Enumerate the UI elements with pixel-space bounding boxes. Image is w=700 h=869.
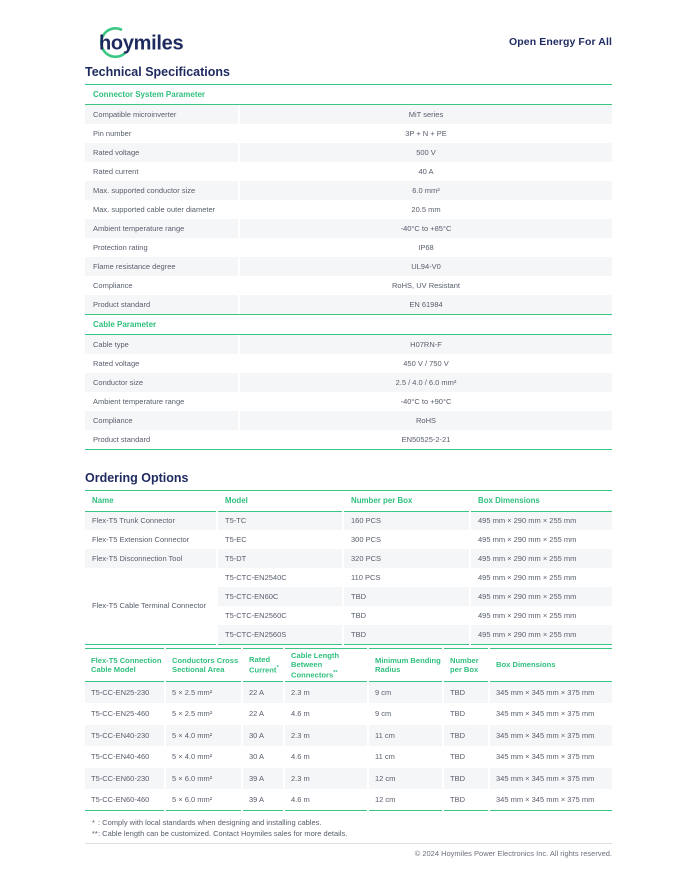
cell-number: TBD xyxy=(443,789,489,811)
footnote-ref: * xyxy=(276,665,279,671)
table-row xyxy=(85,768,612,790)
spec-row xyxy=(85,200,612,219)
cell-radius: 9 cm xyxy=(368,682,443,704)
cell-radius: 11 cm xyxy=(368,746,443,768)
table-header-row xyxy=(85,648,612,682)
cell-length: 2.3 m xyxy=(284,725,368,747)
column-header: Number per Box xyxy=(343,491,470,511)
table-header-row xyxy=(85,491,612,511)
spec-row xyxy=(85,143,612,162)
spec-value: MiT series xyxy=(240,105,612,124)
cell-name: Flex-T5 Trunk Connector xyxy=(85,511,217,530)
spec-value: 2.5 / 4.0 / 6.0 mm² xyxy=(240,373,612,392)
table-row xyxy=(85,682,612,704)
footnote xyxy=(85,828,612,839)
cell-dimensions: 495 mm × 290 mm × 255 mm xyxy=(478,573,577,582)
cell-model: T5-CC-EN40-460 xyxy=(85,746,165,768)
footnote-text: : Cable length can be customized. Contact Hoymiles sales for more details. xyxy=(98,829,348,839)
ordering-options-title: Ordering Options xyxy=(85,471,189,485)
cell-radius: 9 cm xyxy=(368,703,443,725)
brand-tagline: Open Energy For All xyxy=(508,35,612,48)
column-header: Minimum Bending Radius xyxy=(368,648,443,682)
cell-number: 110 PCS xyxy=(343,568,470,587)
logo-text: hoymiles xyxy=(99,32,184,54)
cell-number: TBD xyxy=(443,725,489,747)
cell-number: TBD xyxy=(343,606,470,625)
spec-label: Conductor size xyxy=(85,373,238,392)
cell-conductors: 5 × 6.0 mm² xyxy=(165,789,242,811)
cell-dimensions: 345 mm × 345 mm × 375 mm xyxy=(489,682,612,704)
spec-label: Rated voltage xyxy=(93,359,140,368)
footer-divider xyxy=(85,843,612,844)
spec-label: Compliance xyxy=(85,411,238,430)
cell-dimensions: 345 mm × 345 mm × 375 mm xyxy=(496,752,595,762)
spec-label: Max. supported cable outer diameter xyxy=(93,205,216,214)
spec-row xyxy=(85,238,612,257)
spec-value: EN 61984 xyxy=(240,295,612,314)
spec-row xyxy=(85,105,612,124)
footnotes xyxy=(85,817,612,839)
spec-label: Flame resistance degree xyxy=(85,257,238,276)
copyright-text: © 2024 Hoymiles Power Electronics Inc. All rights reserved. xyxy=(414,849,612,859)
cell-model: T5-TC xyxy=(217,511,343,530)
hoymiles-logo xyxy=(85,26,195,58)
cell-number: 300 PCS xyxy=(343,530,470,549)
table-row xyxy=(85,746,612,768)
cell-model: T5-CC-EN25-460 xyxy=(85,703,165,725)
cell-number: TBD xyxy=(343,587,470,606)
cell-dimensions: 345 mm × 345 mm × 375 mm xyxy=(489,768,612,790)
spec-value: 20.5 mm xyxy=(411,205,441,214)
ordering-table-connectors xyxy=(85,491,612,645)
cell-number: TBD xyxy=(443,703,489,725)
cell-length: 2.3 m xyxy=(284,768,368,790)
cell-merged-name: Flex-T5 Cable Terminal Connector xyxy=(85,568,217,644)
spec-label: Ambient temperature range xyxy=(85,219,238,238)
spec-value: RoHS, UV Resistant xyxy=(392,281,460,290)
cell-length: 4.6 m xyxy=(284,746,368,768)
cell-model: T5-CTC-EN60C xyxy=(217,587,343,606)
cell-name: Flex-T5 Disconnection Tool xyxy=(85,549,217,568)
cell-current: 22 A xyxy=(242,682,284,704)
column-header: Conductors Cross Sectional Area xyxy=(165,648,242,682)
cell-dimensions: 345 mm × 345 mm × 375 mm xyxy=(489,725,612,747)
spec-value: 450 V / 750 V xyxy=(403,359,449,368)
cell-dimensions: 495 mm × 290 mm × 255 mm xyxy=(470,549,612,568)
cell-current: 30 A xyxy=(242,746,284,768)
spec-row xyxy=(85,354,612,373)
cell-dimensions: 495 mm × 290 mm × 255 mm xyxy=(470,587,612,606)
spec-row xyxy=(85,373,612,392)
footnote-ref: ** xyxy=(333,669,338,676)
spec-value: UL94-V0 xyxy=(240,257,612,276)
spec-value: IP68 xyxy=(418,243,434,252)
cell-dimensions: 495 mm × 290 mm × 255 mm xyxy=(478,611,577,620)
rule xyxy=(85,449,612,450)
spec-row xyxy=(85,219,612,238)
logo-graphic xyxy=(85,26,195,58)
column-header: Name xyxy=(85,491,217,511)
cell-model: T5-CTC-EN2560C xyxy=(217,606,343,625)
cell-conductors: 5 × 6.0 mm² xyxy=(165,768,242,790)
footnote-marker: ** xyxy=(92,829,98,839)
cell-radius: 11 cm xyxy=(368,725,443,747)
spec-row xyxy=(85,335,612,354)
ordering-table-cables xyxy=(85,648,612,812)
footnote-marker: * xyxy=(92,818,95,828)
spec-value: -40°C to +90°C xyxy=(400,397,452,406)
section-header-connector: Connector System Parameter xyxy=(93,90,206,99)
table-row xyxy=(85,549,612,568)
table-row xyxy=(85,789,612,811)
cell-radius: 12 cm xyxy=(368,789,443,811)
table-row xyxy=(85,568,612,587)
tech-specs-title: Technical Specifications xyxy=(85,65,230,79)
spec-row xyxy=(85,276,612,295)
column-header: Box Dimensions xyxy=(478,496,540,506)
footnote-text: : Comply with local standards when designing and installing cables. xyxy=(98,818,322,828)
spec-value: RoHS xyxy=(240,411,612,430)
spec-row xyxy=(85,257,612,276)
cell-length: 4.6 m xyxy=(284,789,368,811)
spec-label: Pin number xyxy=(93,129,132,138)
cell-model: T5-CC-EN40-230 xyxy=(85,725,165,747)
column-header: Cable Length Between Connectors** xyxy=(284,648,368,682)
cell-name: Flex-T5 Extension Connector xyxy=(85,530,217,549)
spec-label: Protection rating xyxy=(93,243,148,252)
cell-current: 30 A xyxy=(242,725,284,747)
cell-conductors: 5 × 4.0 mm² xyxy=(165,725,242,747)
spec-row xyxy=(85,392,612,411)
cell-model: T5-CC-EN60-460 xyxy=(85,789,165,811)
spec-row xyxy=(85,411,612,430)
cell-number: TBD xyxy=(443,682,489,704)
cell-length: 2.3 m xyxy=(284,682,368,704)
cell-current: 39 A xyxy=(242,789,284,811)
spec-label: Ambient temperature range xyxy=(93,397,185,406)
page-header xyxy=(85,0,612,58)
column-header: Box Dimensions xyxy=(496,660,556,670)
cell-model: T5-CTC-EN2560S xyxy=(217,625,343,644)
table-row xyxy=(85,511,612,530)
footnote xyxy=(85,817,612,828)
column-header: Number per Box xyxy=(443,648,489,682)
spec-label: Compliance xyxy=(93,281,133,290)
spec-row xyxy=(85,124,612,143)
column-header: Rated Current* xyxy=(242,648,284,682)
table-row xyxy=(85,725,612,747)
section-header-cable: Cable Parameter xyxy=(93,320,157,329)
cell-number: TBD xyxy=(443,746,489,768)
cell-current: 22 A xyxy=(242,703,284,725)
cell-model: T5-DT xyxy=(217,549,343,568)
cell-dimensions: 495 mm × 290 mm × 255 mm xyxy=(478,535,577,544)
spec-label: Compatible microinverter xyxy=(85,105,238,124)
connector-spec-table xyxy=(85,105,612,314)
spec-value: 40 A xyxy=(418,167,434,176)
cell-dimensions: 345 mm × 345 mm × 375 mm xyxy=(496,709,595,719)
cell-conductors: 5 × 4.0 mm² xyxy=(165,746,242,768)
cell-model: T5-EC xyxy=(217,530,343,549)
table-row xyxy=(85,703,612,725)
spec-label: Rated voltage xyxy=(85,143,238,162)
spec-label: Product standard xyxy=(85,295,238,314)
table-row xyxy=(85,530,612,549)
cell-conductors: 5 × 2.5 mm² xyxy=(165,682,242,704)
spec-value: 6.0 mm² xyxy=(240,181,612,200)
cell-number: TBD xyxy=(443,768,489,790)
spec-row xyxy=(85,181,612,200)
spec-value: 3P + N + PE xyxy=(405,129,447,138)
cell-dimensions: 345 mm × 345 mm × 375 mm xyxy=(496,795,595,805)
cell-number: 160 PCS xyxy=(343,511,470,530)
spec-value: 500 V xyxy=(240,143,612,162)
spec-value: -40°C to +85°C xyxy=(240,219,612,238)
cell-number: TBD xyxy=(343,625,470,644)
spec-row xyxy=(85,162,612,181)
spec-label: Product standard xyxy=(93,435,151,444)
cell-model: T5-CC-EN25-230 xyxy=(85,682,165,704)
cell-dimensions: 495 mm × 290 mm × 255 mm xyxy=(470,625,612,644)
column-header: Flex-T5 Connection Cable Model xyxy=(85,648,165,682)
cell-dimensions: 495 mm × 290 mm × 255 mm xyxy=(470,511,612,530)
spec-label: Cable type xyxy=(85,335,238,354)
cell-conductors: 5 × 2.5 mm² xyxy=(165,703,242,725)
spec-row xyxy=(85,295,612,314)
column-header: Model xyxy=(217,491,343,511)
cell-current: 39 A xyxy=(242,768,284,790)
cell-model: T5-CTC-EN2540C xyxy=(217,568,343,587)
spec-row xyxy=(85,430,612,449)
cell-length: 4.6 m xyxy=(284,703,368,725)
cell-radius: 12 cm xyxy=(368,768,443,790)
spec-value: EN50525-2-21 xyxy=(401,435,451,444)
cell-model: T5-CC-EN60-230 xyxy=(85,768,165,790)
cable-spec-table xyxy=(85,335,612,449)
spec-label: Max. supported conductor size xyxy=(85,181,238,200)
spec-value: H07RN-F xyxy=(240,335,612,354)
spec-label: Rated current xyxy=(93,167,139,176)
cell-number: 320 PCS xyxy=(343,549,470,568)
